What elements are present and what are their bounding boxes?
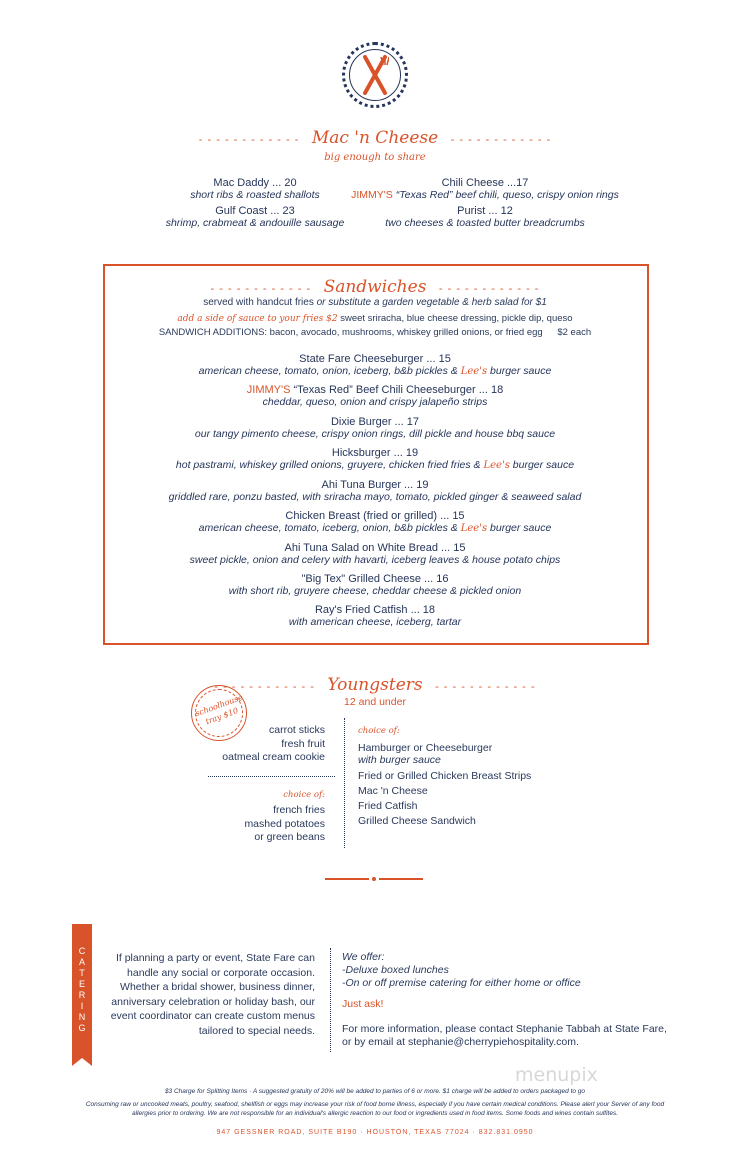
sandwich-desc: cheddar, queso, onion and crispy jalapeño strips [262,396,488,408]
served-text: served with handcut fries [203,297,314,308]
contact-line: or by email at stephanie@cherrypiehospitality.com. [342,1036,579,1048]
youngsters-dashes-left: - - - - - - - - - - - - [214,681,315,693]
mac-title: Mac 'n Cheese [311,128,439,148]
main-item-desc: with burger sauce [358,754,441,766]
catering-line: anniversary celebration or holiday bash, our [111,995,315,1008]
mac-item-name: Chili Cheese ...17 [441,177,529,189]
additions-price: $2 each [557,327,592,338]
lees-label: Lee's [460,523,488,534]
served-alt: or substitute a garden vegetable & herb salad for $1 [316,297,547,308]
main-item: Fried or Grilled Chicken Breast Strips [358,770,532,782]
sandwich-name: Hicksburger ... 19 [331,447,419,459]
sandwich-name: State Fare Cheeseburger ... 15 [299,353,451,365]
footer-line: allergies prior to ordering. We are not responsible for an individual's allergic reaction to our food or ingredients used in food items. Some foods and wines contain sulfites. [132,1110,618,1117]
offer-item: -Deluxe boxed lunches [342,964,449,976]
mac-item [340,177,630,201]
jimmys-label: JIMMY'S [351,189,393,201]
mac-item-desc: two cheeses & toasted butter breadcrumbs [385,217,585,229]
catering-offer [342,951,702,1049]
mac-item-desc: short ribs & roasted shallots [190,189,320,201]
youngsters-sides-bottom [180,804,325,845]
offer-item: -On or off premise catering for either home or office [342,977,581,989]
youngsters-dashes-right: - - - - - - - - - - - - [435,681,536,693]
main-item: Mac 'n Cheese [358,785,428,797]
logo [342,42,408,108]
mac-item-name: Gulf Coast ... 23 [215,205,295,217]
lees-label: Lee's [483,460,510,471]
sandwich-desc: hot pastrami, whiskey grilled onions, gruyere, chicken fried fries & [175,459,481,471]
mac-item [140,205,370,229]
sandwich-dashes-right: - - - - - - - - - - - - [438,283,540,295]
choice-label: choice of: [283,790,325,800]
catering-intro [98,951,315,1038]
main-item: Grilled Cheese Sandwich [358,815,476,827]
sandwich-name: Ray's Fried Catfish ... 18 [314,604,436,616]
sandwich-item [0,353,750,377]
jimmys-label: JIMMY'S [246,384,291,396]
sauce-script: add a side of sauce to your fries $2 [177,314,338,324]
mac-item-name: Mac Daddy ... 20 [213,177,297,189]
youngsters-subtitle: 12 and under [344,696,406,708]
side-item: or green beans [254,831,325,843]
sandwich-item [0,447,750,471]
choice-label: choice of: [358,726,400,736]
footer-line: $3 Charge for Splitting Items · A suggested gratuity of 20% will be added to parties of 6 or more. $1 charge will be added to orders packaged to go [164,1088,586,1095]
sandwich-item [0,416,750,440]
sandwich-header [0,277,750,297]
sandwich-desc: our tangy pimento cheese, crispy onion rings, dill pickle and house bbq sauce [194,428,556,440]
sandwich-name: Dixie Burger ... 17 [330,416,420,428]
divider [208,776,335,777]
mac-header [0,128,750,148]
catering-line: event coordinator can create custom menus [110,1010,315,1022]
additions-line [0,327,750,338]
sandwich-item [0,542,750,566]
divider [330,948,331,1052]
catering-line: If planning a party or event, State Fare can [115,952,315,964]
sandwich-desc: sweet pickle, onion and celery with havarti, iceberg leaves & house potato chips [189,554,561,566]
catering-line: Whether a bridal shower, business dinner, [120,981,315,993]
sandwich-desc-end: burger sauce [512,459,575,471]
additions-text: SANDWICH ADDITIONS: bacon, avocado, mushrooms, whiskey grilled onions, or fried egg [158,327,543,338]
offer-title: We offer: [342,951,385,963]
sandwich-desc: with american cheese, iceberg, tartar [288,616,462,628]
side-item: carrot sticks [268,724,325,736]
sandwich-item [0,573,750,597]
catering-line: handle any social or corporate occasion. [127,966,315,979]
sandwich-name: “Texas Red” Beef Chili Cheeseburger ... 18 [293,384,504,396]
catering-label [72,946,92,1037]
catering-text: CATERING [77,946,87,1034]
mac-item-desc: “Texas Red” beef chili, queso, crispy onion rings [395,189,619,201]
sandwich-desc: with short rib, gruyere cheese, cheddar cheese & pickled onion [228,585,522,597]
youngsters-title: Youngsters [327,675,423,695]
sandwich-served-line [0,297,750,308]
sandwich-desc: american cheese, tomato, iceberg, onion, b&b pickles & [198,522,458,534]
just-ask: Just ask! [342,998,384,1010]
mac-dashes-left: - - - - - - - - - - - - [198,134,300,146]
youngsters-sides-top [180,724,325,765]
watermark: menupix [515,1064,598,1086]
sauce-list: sweet sriracha, blue cheese dressing, pickle dip, queso [340,313,573,324]
badge-text: schoolhouse tray $10 [194,692,244,727]
sandwich-name: Ahi Tuna Salad on White Bread ... 15 [284,542,466,554]
mac-dashes-right: - - - - - - - - - - - - [450,134,552,146]
lees-label: Lee's [460,366,488,377]
main-item: Fried Catfish [358,800,418,812]
footer-address: 947 GESSNER ROAD, SUITE B190 · HOUSTON, TEXAS 77024 · 832.831.0950 [216,1129,534,1136]
mac-item-desc: shrimp, crabmeat & andouille sausage [165,217,345,229]
footer-line: Consuming raw or uncooked meats, poultry, seafood, shellfish or eggs may increase your risk of food borne illness, especially if you have certain medical conditions. Please alert your Server of any food [85,1101,665,1108]
side-item: mashed potatoes [244,817,325,830]
catering-banner [72,924,92,1058]
mac-subtitle: big enough to share [324,152,426,163]
ornament-divider [325,878,423,880]
sandwich-desc-end: burger sauce [490,365,552,377]
sandwich-desc: griddled rare, ponzu basted, with sriracha mayo, tomato, pickled ginger & seaweed salad [168,491,582,503]
side-item: fresh fruit [281,737,325,750]
sandwich-dashes-left: - - - - - - - - - - - - [210,283,312,295]
sandwich-desc: american cheese, tomato, onion, iceberg, b&b pickles & [198,365,458,377]
contact-line: For more information, please contact Stephanie Tabbah at State Fare, [342,1023,667,1035]
mac-item-name: Purist ... 12 [457,205,513,217]
sandwich-item [0,604,750,628]
fork-knife-icon [361,55,389,95]
sandwich-name: "Big Tex" Grilled Cheese ... 16 [301,573,449,585]
sandwich-item [0,510,750,534]
sandwich-name: Chicken Breast (fried or grilled) ... 15 [285,510,465,522]
sandwich-item [0,479,750,503]
sauce-line [0,313,750,324]
divider [344,718,345,848]
sandwich-item [0,384,750,408]
main-item: Hamburger or Cheeseburger [358,742,493,754]
sandwich-name: Ahi Tuna Burger ... 19 [321,479,429,491]
catering-line: tailored to special needs. [198,1024,315,1037]
youngsters-mains [358,742,531,827]
sandwich-desc-end: burger sauce [490,522,552,534]
side-item: oatmeal cream cookie [222,751,325,763]
youngsters-header [0,675,750,695]
mac-item [350,205,620,229]
sandwich-title: Sandwiches [323,277,427,297]
mac-item [150,177,360,201]
side-item: french fries [273,804,325,816]
